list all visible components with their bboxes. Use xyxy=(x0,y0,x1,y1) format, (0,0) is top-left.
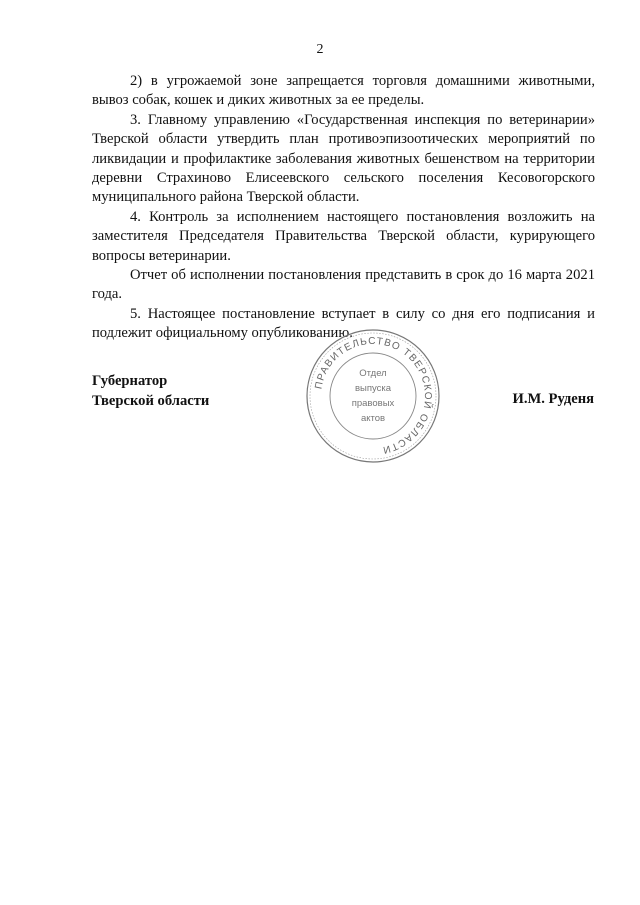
signatory-title-line1: Губернатор xyxy=(92,373,168,389)
paragraph-item-4: 4. Контроль за исполнением настоящего постановления возложить на заместителя Председателя Правительства Тверской области, курирующего вопросы ветеринарии. xyxy=(92,208,595,264)
signatory-title-line2: Тверской области xyxy=(92,392,210,409)
paragraph-item-2: 2) в угрожаемой зоне запрещается торговля домашними животными, вывоз собак, кошек и диких животных за ее пределы. xyxy=(92,73,595,109)
page-number: 2 xyxy=(316,42,324,57)
stamp-line2: выпуска xyxy=(354,383,392,394)
stamp-ring-text: ПРАВИТЕЛЬСТВО ТВЕРСКОЙ ОБЛАСТИ xyxy=(313,335,434,456)
stamp-line3: правовых xyxy=(351,398,395,409)
signatory-name: И.М. Руденя xyxy=(512,391,594,407)
paragraph-item-5: 5. Настоящее постановление вступает в силу со дня его подписания и подлежит официальному опубликованию. xyxy=(92,305,595,342)
stamp-line1: Отдел xyxy=(359,368,387,379)
signatory-title xyxy=(92,372,209,411)
stamp-line4: актов xyxy=(360,413,386,424)
paragraph-item-3: 3. Главному управлению «Государственная инспекция по ветеринарии» Тверской области утвердить план противоэпизоотических мероприятий по ликвидации и профилактике заболевания животных бешенством на территории деревни Страхиново Елисеевского сельского поселения Кесовогорского муниципального района Тверской области. xyxy=(92,111,595,206)
document-body xyxy=(92,72,595,344)
paragraph-report-deadline: Отчет об исполнении постановления представить в срок до 16 марта 2021 года. xyxy=(92,267,595,303)
official-stamp xyxy=(303,326,443,466)
